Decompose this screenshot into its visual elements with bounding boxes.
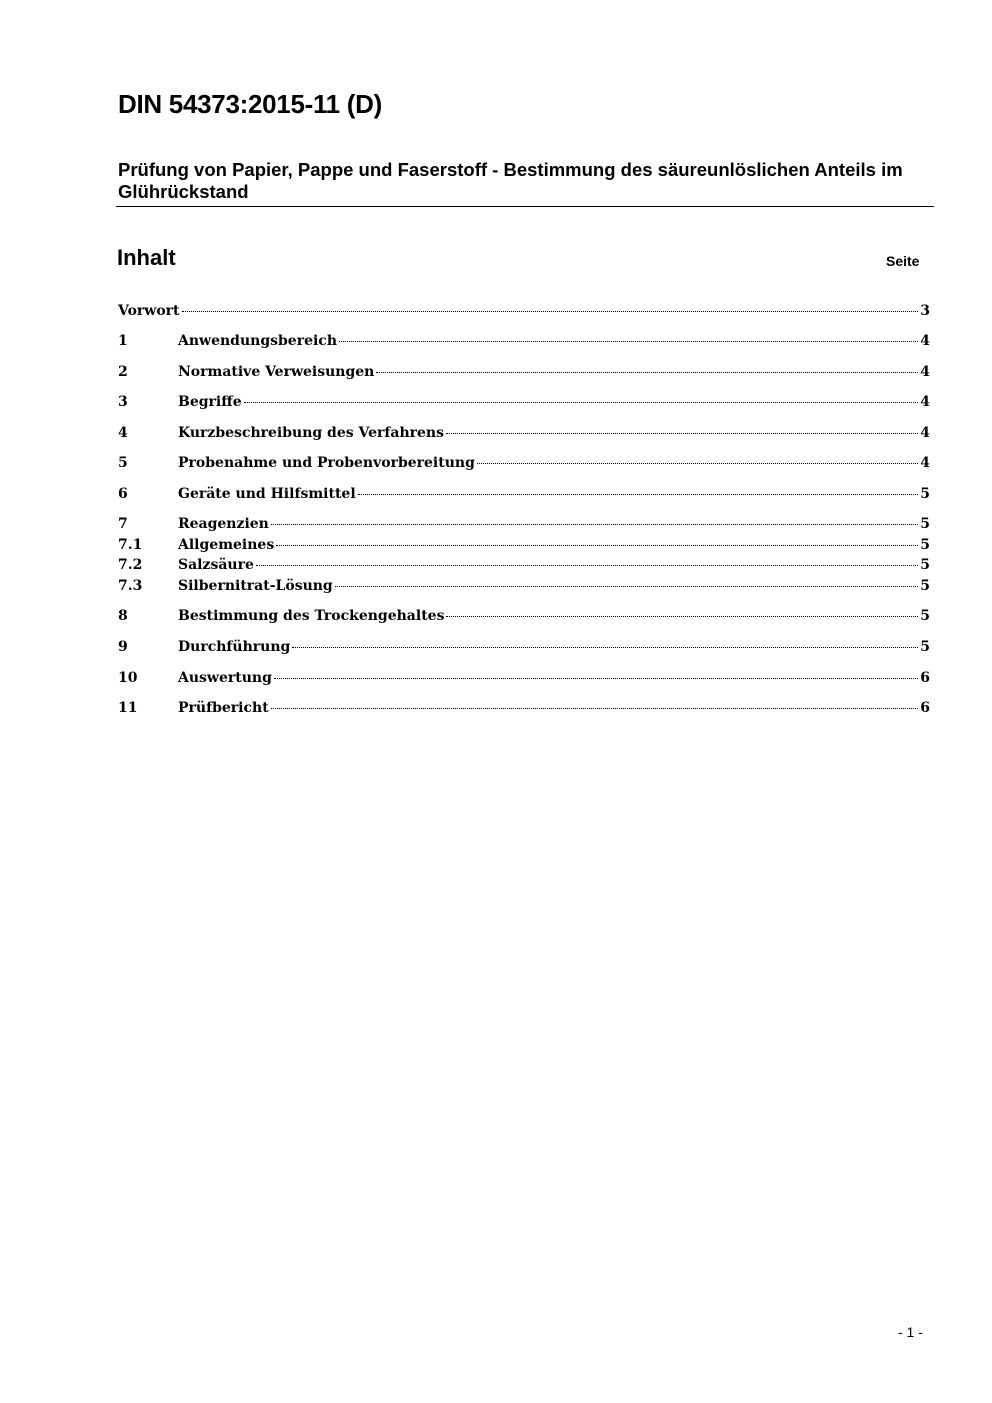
toc-entry-7-3[interactable] <box>118 578 930 598</box>
toc-leader <box>271 523 918 525</box>
toc-entry-title: Anwendungsbereich <box>178 333 337 349</box>
toc-entry-7-2[interactable] <box>118 557 930 577</box>
toc-entry-number: 7.2 <box>118 557 143 573</box>
toc-entry-5[interactable] <box>118 455 930 475</box>
toc-leader <box>182 310 919 312</box>
toc-entry-number: 4 <box>118 425 128 441</box>
toc-entry-number: 7.3 <box>118 578 143 594</box>
toc-leader <box>292 646 918 648</box>
toc-entry-3[interactable] <box>118 394 930 414</box>
toc-entry-page: 5 <box>920 516 930 532</box>
toc-entry-number: 1 <box>118 333 128 349</box>
toc-entry-number: 7 <box>118 516 128 532</box>
toc-entry-title: Salzsäure <box>178 557 254 573</box>
toc-entry-page: 5 <box>920 639 930 655</box>
toc-entry-page: 5 <box>920 557 930 573</box>
toc-entry-title: Probenahme und Probenvorbereitung <box>178 455 475 471</box>
toc-leader <box>244 401 919 403</box>
toc-entry-page: 5 <box>920 537 930 553</box>
toc-entry-title: Allgemeines <box>178 537 275 553</box>
document-id: DIN 54373:2015-11 (D) <box>118 89 382 119</box>
toc-entry-number: 10 <box>118 670 138 686</box>
toc-entry-vorwort[interactable] <box>118 303 930 323</box>
toc-leader <box>358 493 919 495</box>
toc-entry-number: 7.1 <box>118 537 143 553</box>
toc-leader <box>339 340 918 342</box>
toc-entry-1[interactable] <box>118 333 930 353</box>
toc-entry-page: 4 <box>920 333 930 349</box>
toc-entry-number: 3 <box>118 394 128 410</box>
toc-entry-number: 9 <box>118 639 128 655</box>
toc-leader <box>271 707 919 709</box>
toc-entry-11[interactable] <box>118 700 930 720</box>
toc-leader <box>446 432 918 434</box>
document-title: Prüfung von Papier, Pappe und Faserstoff - Bestimmung des säureunlöslichen Anteils im Glührückstand <box>118 159 903 202</box>
toc-leader <box>256 564 918 566</box>
toc-entry-page: 4 <box>920 364 930 380</box>
toc-leader <box>376 371 918 373</box>
toc-entry-7[interactable] <box>118 516 930 536</box>
toc-leader <box>335 585 919 587</box>
toc-entry-page: 5 <box>920 486 930 502</box>
toc-entry-title: Vorwort <box>118 303 180 319</box>
toc-entry-10[interactable] <box>118 670 930 690</box>
toc-entry-number: 5 <box>118 455 128 471</box>
toc-entry-title: Silbernitrat-Lösung <box>178 578 333 594</box>
toc-entry-7-1[interactable] <box>118 537 930 557</box>
toc-entry-page: 5 <box>920 608 930 624</box>
toc-entry-number: 2 <box>118 364 128 380</box>
toc-entry-9[interactable] <box>118 639 930 659</box>
toc-entry-title: Begriffe <box>178 394 242 410</box>
toc-entry-4[interactable] <box>118 425 930 445</box>
toc-entry-8[interactable] <box>118 608 930 628</box>
toc-entry-title: Kurzbeschreibung des Verfahrens <box>178 425 444 441</box>
toc-entry-title: Bestimmung des Trockengehaltes <box>178 608 445 624</box>
toc-entry-title: Reagenzien <box>178 516 269 532</box>
toc-leader <box>446 615 918 617</box>
toc-entry-page: 4 <box>920 425 930 441</box>
toc-entry-title: Geräte und Hilfsmittel <box>178 486 356 502</box>
toc-entry-page: 6 <box>920 700 930 716</box>
toc-entry-page: 5 <box>920 578 930 594</box>
toc-entry-page: 4 <box>920 394 930 410</box>
toc-leader <box>477 462 918 464</box>
toc-entry-title: Prüfbericht <box>178 700 269 716</box>
toc-entry-title: Durchführung <box>178 639 291 655</box>
toc-entry-number: 8 <box>118 608 128 624</box>
toc-entry-number: 11 <box>118 700 138 716</box>
toc-leader <box>276 544 918 546</box>
toc-page-column-label: Seite <box>886 253 920 269</box>
toc-entry-title: Auswertung <box>178 670 272 686</box>
toc-leader <box>274 677 918 679</box>
toc-entry-2[interactable] <box>118 364 930 384</box>
toc-entry-title: Normative Verweisungen <box>178 364 375 380</box>
toc-entry-page: 4 <box>920 455 930 471</box>
toc-entry-6[interactable] <box>118 486 930 506</box>
page-number: - 1 - <box>898 1324 923 1340</box>
toc-entry-page: 3 <box>920 303 930 319</box>
toc-entry-number: 6 <box>118 486 128 502</box>
title-divider <box>116 206 934 207</box>
toc-heading: Inhalt <box>117 245 176 270</box>
toc-entry-page: 6 <box>920 670 930 686</box>
